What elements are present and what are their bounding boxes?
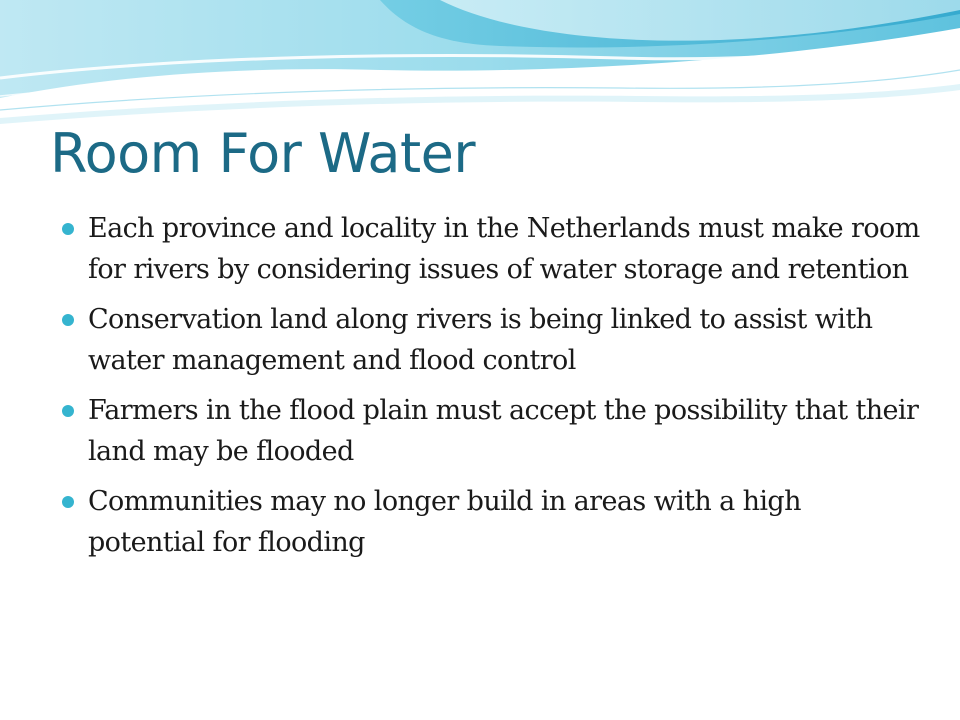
slide-title: Room For Water [50, 122, 476, 185]
bullet-dot-icon [62, 314, 74, 326]
bullet-text: Farmers in the flood plain must accept the possibility that their land may be flooded [88, 395, 919, 467]
bullet-dot-icon [62, 496, 74, 508]
bullet-dot-icon [62, 405, 74, 417]
bullet-item [62, 390, 922, 472]
bullet-list [62, 208, 922, 572]
bullet-text: Communities may no longer build in areas with a high potential for flooding [88, 486, 801, 558]
bullet-item [62, 208, 922, 290]
bullet-item [62, 299, 922, 381]
bullet-text: Conservation land along rivers is being linked to assist with water management and flood control [88, 304, 873, 376]
bullet-text: Each province and locality in the Netherlands must make room for rivers by considering issues of water storage and retention [88, 213, 920, 285]
bullet-item [62, 481, 922, 563]
bullet-dot-icon [62, 223, 74, 235]
